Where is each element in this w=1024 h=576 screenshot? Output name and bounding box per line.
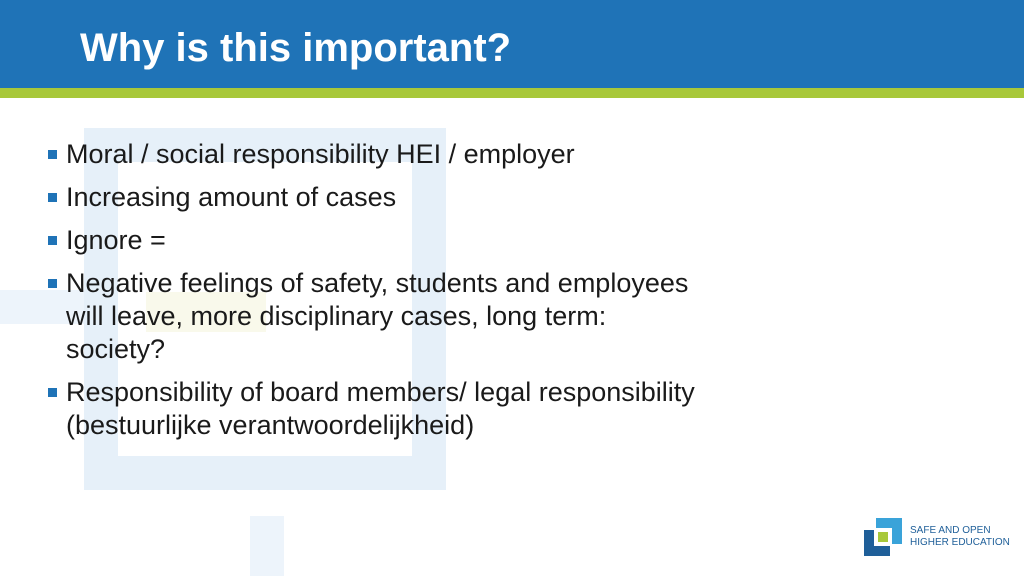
organization-logo <box>862 516 1012 558</box>
safe-and-open-logo-icon <box>862 516 904 558</box>
bullet-text: Negative feelings of safety, students and employees will leave, more disciplinary cases, long term: society? <box>66 268 689 364</box>
bullet-square-icon <box>48 388 57 397</box>
bullet-text: Ignore = <box>66 225 166 255</box>
logo-wordmark <box>910 525 1010 549</box>
bullet-item <box>46 138 746 171</box>
bullet-square-icon <box>48 236 57 245</box>
bullet-list <box>46 138 746 452</box>
watermark-bar-bottom <box>250 516 284 576</box>
bullet-item <box>46 267 746 366</box>
bullet-text: Moral / social responsibility HEI / employer <box>66 139 575 169</box>
header-accent-stripe <box>0 88 1024 98</box>
bullet-text: Responsibility of board members/ legal responsibility (bestuurlijke verantwoordelijkheid) <box>66 377 695 440</box>
logo-line-2: HIGHER EDUCATION <box>910 537 1010 548</box>
bullet-item <box>46 376 746 442</box>
logo-line-1: SAFE AND OPEN <box>910 525 991 536</box>
bullet-square-icon <box>48 193 57 202</box>
bullet-square-icon <box>48 279 57 288</box>
bullet-item <box>46 224 746 257</box>
bullet-square-icon <box>48 150 57 159</box>
slide-header <box>0 0 1024 88</box>
bullet-item <box>46 181 746 214</box>
bullet-text: Increasing amount of cases <box>66 182 397 212</box>
slide-title: Why is this important? <box>80 26 512 70</box>
